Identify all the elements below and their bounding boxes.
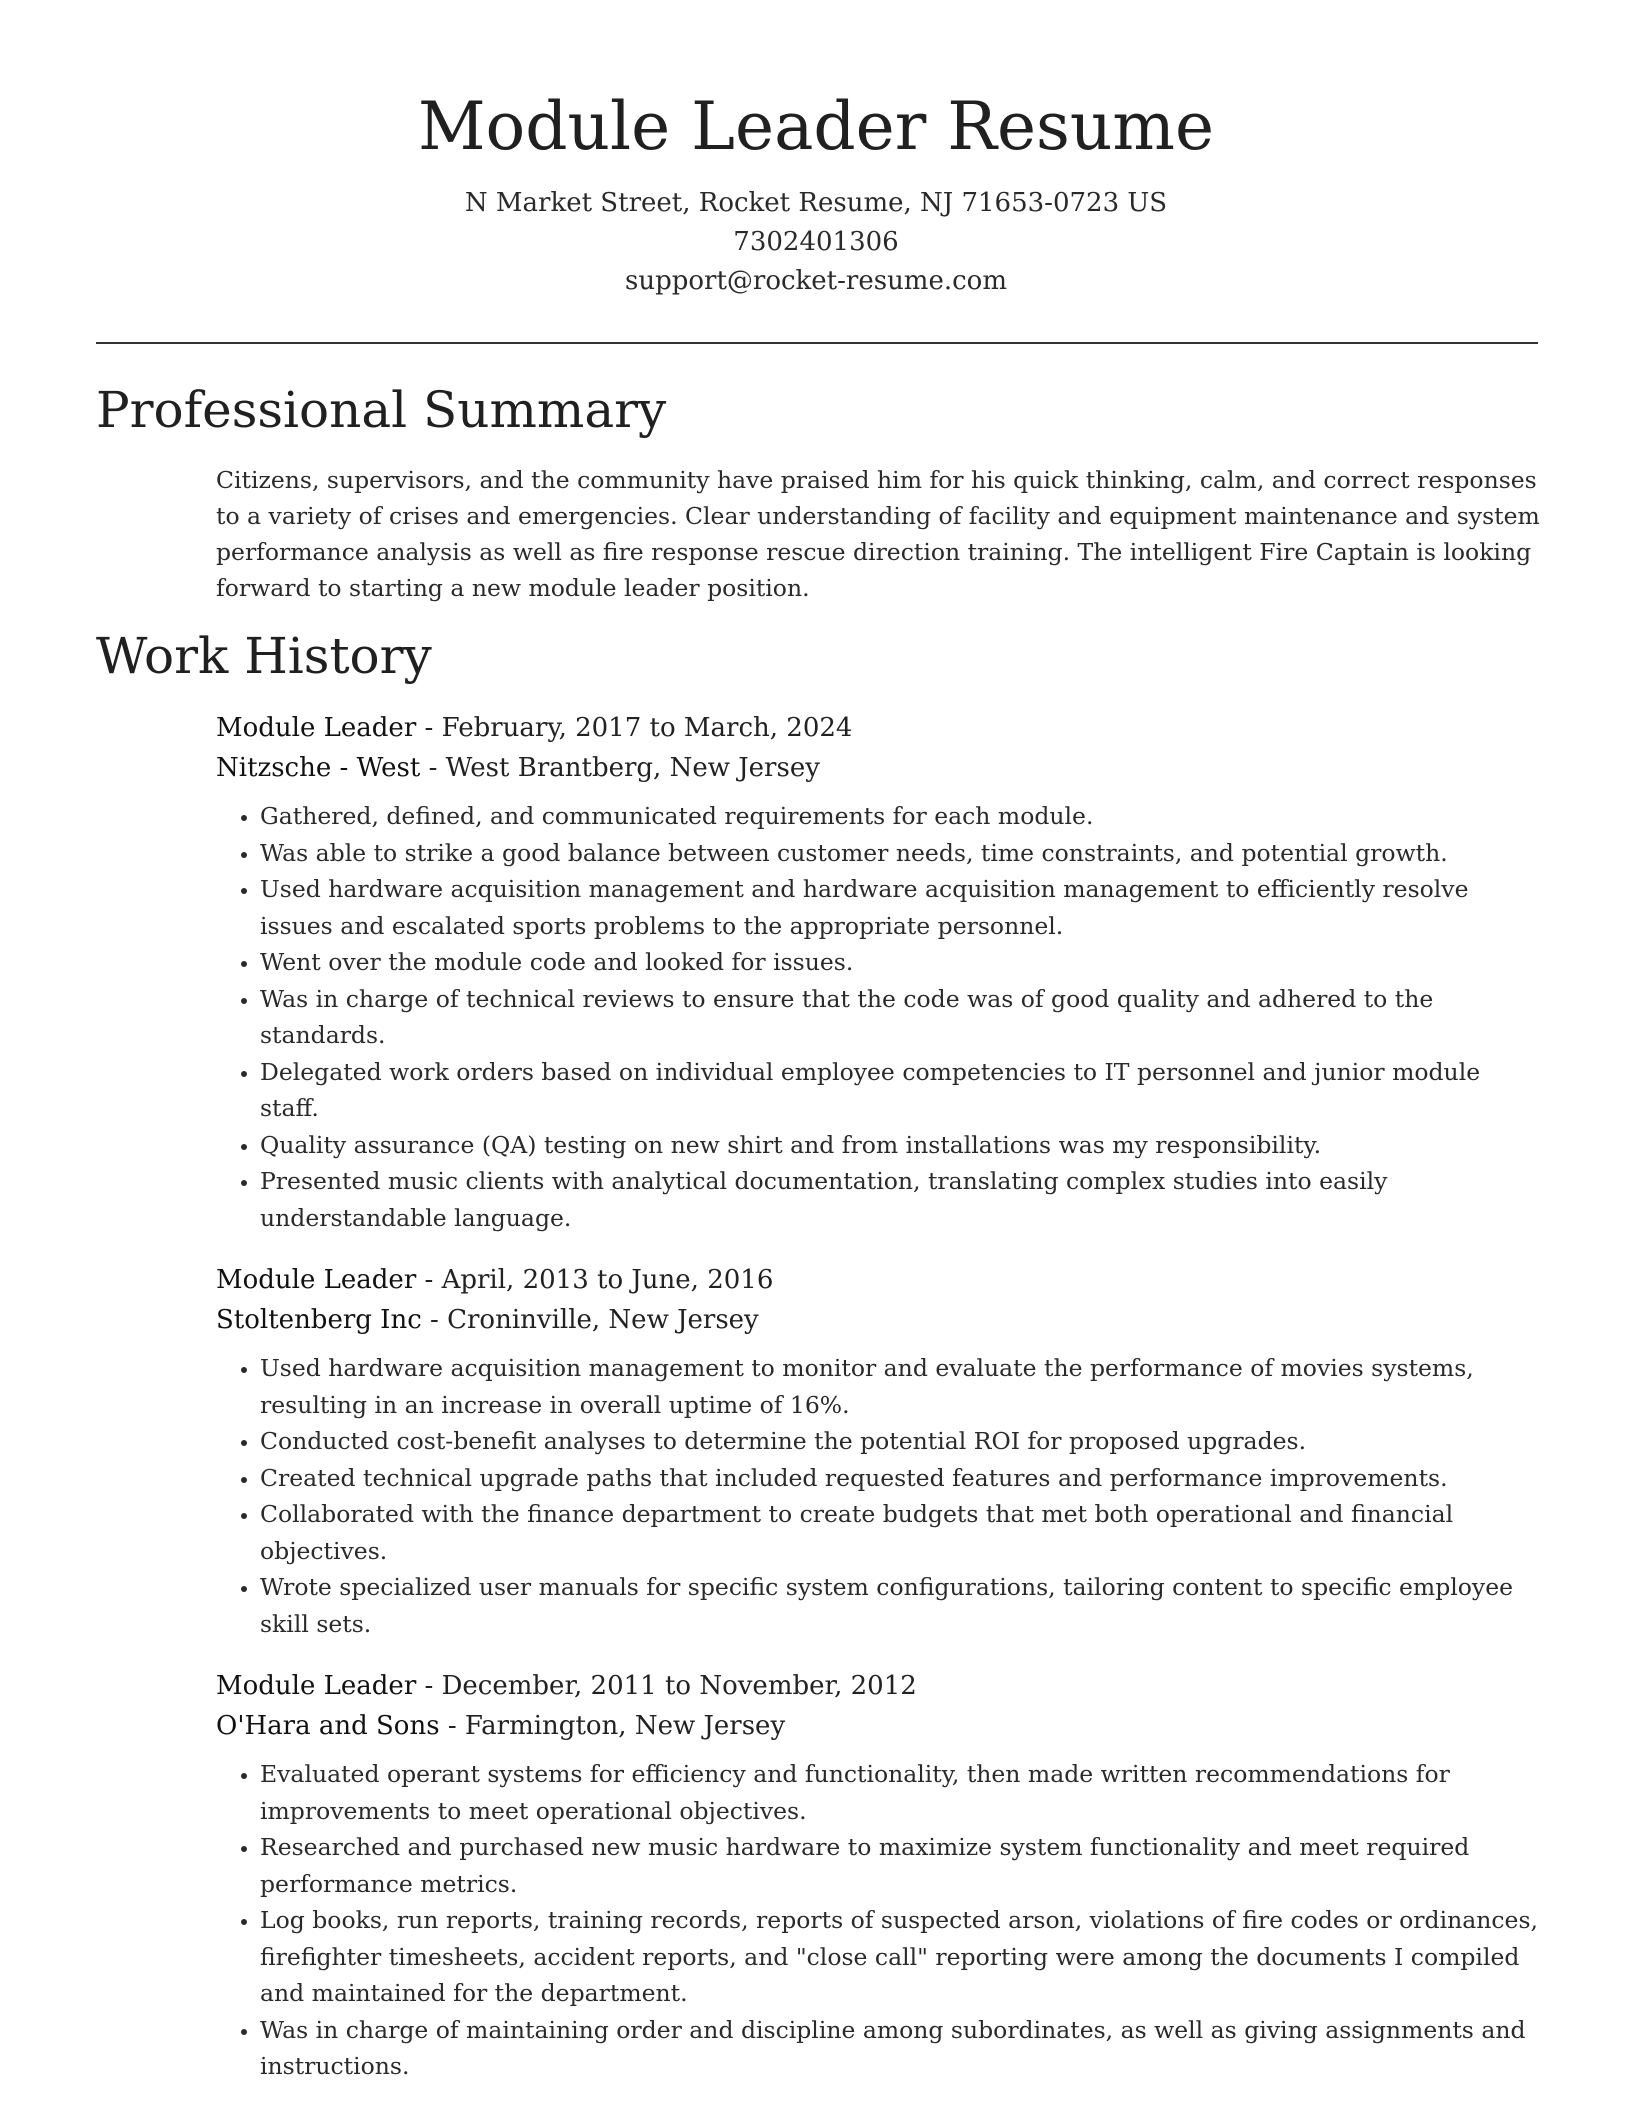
summary-text: Citizens, supervisors, and the community have praised him for his quick thinking, calm, and correct responses to a variety of crises and emergencies. Clear understanding of facility and equipment maintenance and system performance analysis as well as fire response rescue direction training. The intelligent Fire Captain is looking forward to starting a new module leader position. [216, 466, 1540, 602]
job-bullet: • Evaluated operant systems for efficiency and functionality, then made written recommendations for improvements to meet operational objectives. [260, 1756, 1542, 1829]
contact-info [0, 184, 1632, 301]
job-company: Stoltenberg Inc [216, 1305, 422, 1335]
job-entry [216, 1666, 1542, 2085]
job-bullet: • Wrote specialized user manuals for specific system configurations, tailoring content to specific employee skill sets. [260, 1569, 1542, 1642]
job-bullet: • Gathered, defined, and communicated requirements for each module. [260, 798, 1542, 835]
job-location: West Brantberg, New Jersey [445, 753, 820, 783]
job-bullet: • Researched and purchased new music hardware to maximize system functionality and meet required performance metrics. [260, 1829, 1542, 1902]
resume-header [0, 82, 1632, 301]
job-company: O'Hara and Sons [216, 1711, 440, 1741]
job-company-line [216, 1300, 1542, 1340]
job-separator: - [424, 713, 442, 743]
job-bullet: • Was in charge of maintaining order and discipline among subordinates, as well as giving assignments and instructions. [260, 2012, 1542, 2085]
job-title-line [216, 708, 1542, 748]
job-title-line [216, 1260, 1542, 1300]
work-history-heading: Work History [96, 627, 432, 685]
contact-phone: 7302401306 [733, 227, 899, 257]
job-bullet: • Delegated work orders based on individual employee competencies to IT personnel and junior module staff. [260, 1054, 1542, 1127]
job-title: Module Leader [216, 1265, 417, 1295]
job-company-line [216, 748, 1542, 788]
job-bullet-list [216, 1756, 1542, 2085]
job-bullet: • Was able to strike a good balance between customer needs, time constraints, and potential growth. [260, 835, 1542, 872]
job-dates: April, 2013 to June, 2016 [441, 1265, 774, 1295]
job-company-line [216, 1706, 1542, 1746]
job-bullet: • Presented music clients with analytical documentation, translating complex studies into easily understandable language. [260, 1163, 1542, 1236]
job-bullet: • Collaborated with the finance department to create budgets that met both operational and financial objectives. [260, 1496, 1542, 1569]
header-divider [96, 342, 1538, 344]
job-location: Croninville, New Jersey [447, 1305, 759, 1335]
job-separator: - [428, 753, 446, 783]
job-separator: - [447, 1711, 465, 1741]
job-bullet: • Conducted cost-benefit analyses to determine the potential ROI for proposed upgrades. [260, 1423, 1542, 1460]
job-bullet: • Created technical upgrade paths that included requested features and performance improvements. [260, 1460, 1542, 1497]
job-separator: - [430, 1305, 448, 1335]
job-dates: February, 2017 to March, 2024 [441, 713, 853, 743]
resume-title: Module Leader Resume [417, 88, 1215, 165]
job-entry [216, 708, 1542, 1236]
job-separator: - [424, 1671, 442, 1701]
job-bullet-list [216, 798, 1542, 1236]
job-bullet: • Quality assurance (QA) testing on new shirt and from installations was my responsibility. [260, 1127, 1542, 1164]
contact-address: N Market Street, Rocket Resume, NJ 71653-0723 US [464, 188, 1168, 218]
job-company: Nitzsche - West [216, 753, 421, 783]
job-bullet: • Was in charge of technical reviews to ensure that the code was of good quality and adhered to the standards. [260, 981, 1542, 1054]
job-title-line [216, 1666, 1542, 1706]
job-separator: - [424, 1265, 442, 1295]
contact-email: support@rocket-resume.com [624, 266, 1007, 296]
summary-heading: Professional Summary [96, 381, 667, 439]
job-entry [216, 1260, 1542, 1642]
work-history-list [216, 708, 1542, 2109]
job-title: Module Leader [216, 713, 417, 743]
job-location: Farmington, New Jersey [464, 1711, 786, 1741]
job-bullet-list [216, 1350, 1542, 1642]
job-bullet: • Log books, run reports, training records, reports of suspected arson, violations of fire codes or ordinances, firefighter timesheets, accident reports, and "close call" reporting were among the documents I compiled and maintained for the department. [260, 1902, 1542, 2012]
job-dates: December, 2011 to November, 2012 [441, 1671, 917, 1701]
job-bullet: • Went over the module code and looked for issues. [260, 944, 1542, 981]
job-bullet: • Used hardware acquisition management and hardware acquisition management to efficiently resolve issues and escalated sports problems to the appropriate personnel. [260, 871, 1542, 944]
job-bullet: • Used hardware acquisition management to monitor and evaluate the performance of movies systems, resulting in an increase in overall uptime of 16%. [260, 1350, 1542, 1423]
job-title: Module Leader [216, 1671, 417, 1701]
